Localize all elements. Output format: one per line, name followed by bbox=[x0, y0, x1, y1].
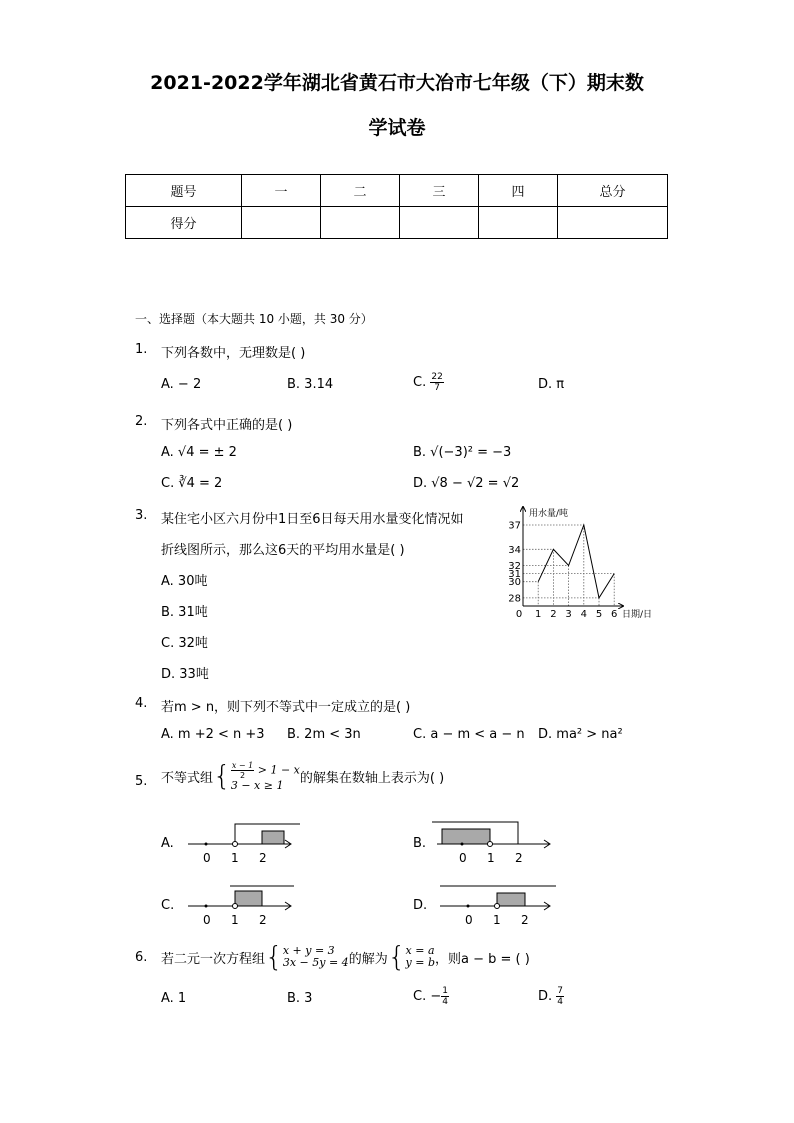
option-a[interactable]: A. √4 = ± 2 bbox=[161, 445, 237, 460]
y-tick-label: 30 bbox=[508, 577, 521, 589]
option-c[interactable] bbox=[413, 372, 444, 393]
svg-text:0: 0 bbox=[203, 851, 211, 865]
option-c[interactable]: C. 32吨 bbox=[161, 636, 208, 651]
score-cell[interactable] bbox=[479, 207, 558, 239]
question-stem: 下列各式中正确的是( ) bbox=[161, 418, 293, 433]
question-number: 3. bbox=[135, 508, 148, 523]
score-header-cell: 二 bbox=[321, 175, 400, 207]
option-label: D. bbox=[538, 989, 557, 1004]
fraction: $\frac{1}{4}$ bbox=[442, 986, 448, 1007]
water-usage-line-chart bbox=[495, 503, 665, 628]
option-b[interactable]: B. 31吨 bbox=[161, 605, 208, 620]
score-cell[interactable] bbox=[242, 207, 321, 239]
question-number: 5. bbox=[135, 774, 148, 789]
question-number: 4. bbox=[135, 696, 148, 711]
system-brace: { bbox=[213, 759, 231, 792]
page-title-line1: 2021-2022学年湖北省黄石市大冶市七年级（下）期末数 bbox=[150, 72, 644, 94]
section-heading: 一、选择题（本大题共 10 小题，共 30 分） bbox=[135, 312, 373, 326]
question-stem-line2: 折线图所示，那么这6天的平均用水量是( ) bbox=[161, 543, 405, 558]
question-number: 6. bbox=[135, 950, 148, 965]
stem-prefix: 若二元一次方程组 bbox=[161, 951, 266, 967]
equation-system: x + y = 3 3x − 5y = 4 bbox=[282, 944, 349, 969]
score-table-header-row bbox=[126, 175, 668, 207]
svg-text:0: 0 bbox=[203, 913, 211, 927]
option-a[interactable]: A. − 2 bbox=[161, 377, 202, 392]
x-tick-label: 6 bbox=[611, 609, 618, 620]
fraction: $\frac{22}{7}$ bbox=[431, 372, 443, 393]
svg-text:1: 1 bbox=[493, 913, 501, 927]
number-line-a bbox=[180, 818, 300, 868]
score-cell[interactable] bbox=[558, 207, 668, 239]
page-title-line2: 学试卷 bbox=[368, 117, 426, 139]
option-d[interactable]: D. ma² > na² bbox=[538, 727, 623, 742]
shaded-region bbox=[262, 831, 284, 844]
stem-prefix: 不等式组 bbox=[161, 770, 214, 786]
option-d[interactable]: D. √8 − √2 = √2 bbox=[413, 476, 520, 491]
score-header-cell: 四 bbox=[479, 175, 558, 207]
score-table bbox=[125, 174, 668, 239]
svg-text:1: 1 bbox=[231, 851, 239, 865]
option-d[interactable]: D. bbox=[413, 898, 428, 913]
y-tick-label: 31 bbox=[508, 569, 521, 581]
svg-text:2: 2 bbox=[515, 851, 523, 865]
solution-system: x = a y = b bbox=[405, 944, 435, 969]
number-line-d bbox=[432, 880, 557, 930]
stem-suffix: 的解集在数轴上表示为( ) bbox=[299, 770, 445, 786]
question-stem bbox=[161, 938, 530, 976]
shaded-region bbox=[442, 829, 490, 844]
score-header-cell: 题号 bbox=[126, 175, 242, 207]
option-b[interactable]: B. √(−3)² = −3 bbox=[413, 445, 512, 460]
option-d[interactable] bbox=[538, 986, 564, 1007]
svg-text:0: 0 bbox=[459, 851, 467, 865]
y-tick-label: 37 bbox=[508, 520, 521, 532]
option-d[interactable]: D. 33吨 bbox=[161, 667, 209, 682]
option-b[interactable]: B. 2m < 3n bbox=[287, 727, 361, 742]
svg-text:2: 2 bbox=[521, 913, 529, 927]
x-tick-label: 4 bbox=[580, 609, 587, 620]
score-cell[interactable] bbox=[400, 207, 479, 239]
fraction: $\frac{7}{4}$ bbox=[557, 986, 564, 1007]
number-line-b bbox=[432, 818, 557, 868]
solution-brace: { bbox=[387, 940, 406, 973]
option-c[interactable] bbox=[413, 986, 449, 1007]
shaded-region bbox=[235, 891, 262, 906]
x-tick-label: 3 bbox=[565, 609, 572, 620]
option-b[interactable]: B. 3 bbox=[287, 991, 313, 1006]
option-a[interactable]: A. 1 bbox=[161, 991, 187, 1006]
question-stem: 下列各数中，无理数是( ) bbox=[161, 346, 306, 361]
option-a[interactable]: A. m +2 < n +3 bbox=[161, 727, 265, 742]
x-tick-label: 1 bbox=[535, 609, 542, 620]
y-tick-label: 34 bbox=[508, 544, 521, 556]
score-header-cell: 三 bbox=[400, 175, 479, 207]
question-number: 1. bbox=[135, 342, 148, 357]
svg-text:0: 0 bbox=[465, 913, 473, 927]
stem-middle: 的解为 bbox=[348, 951, 388, 967]
option-label: C. − bbox=[413, 989, 442, 1004]
score-header-cell: 一 bbox=[242, 175, 321, 207]
option-a[interactable]: A. bbox=[161, 836, 174, 851]
score-table-score-row bbox=[126, 207, 668, 239]
question-number: 2. bbox=[135, 414, 148, 429]
y-tick-labels bbox=[508, 521, 521, 605]
svg-text:1: 1 bbox=[487, 851, 495, 865]
option-a[interactable]: A. 30吨 bbox=[161, 574, 208, 589]
svg-text:2: 2 bbox=[259, 913, 267, 927]
shaded-region bbox=[497, 893, 525, 906]
question-stem: 若m > n，则下列不等式中一定成立的是( ) bbox=[161, 700, 411, 715]
x-axis-label: 日期/日 bbox=[622, 610, 653, 620]
x-tick-labels bbox=[516, 609, 618, 620]
x-tick-label: 0 bbox=[515, 609, 523, 620]
svg-text:2: 2 bbox=[259, 851, 267, 865]
y-tick-label: 32 bbox=[508, 561, 521, 572]
option-b[interactable]: B. 3.14 bbox=[287, 377, 334, 392]
score-cell[interactable] bbox=[321, 207, 400, 239]
svg-text:1: 1 bbox=[231, 913, 239, 927]
score-row-label: 得分 bbox=[126, 207, 242, 239]
x-tick-label: 2 bbox=[550, 609, 557, 620]
stem-suffix: ，则a − b = ( ) bbox=[435, 951, 530, 967]
x-tick-label: 5 bbox=[595, 609, 603, 620]
option-c[interactable]: C. bbox=[161, 898, 175, 913]
system-brace: { bbox=[265, 940, 283, 973]
inequality-system: $\frac{x - 1}{2}$ > 1 − x 3 − x ≥ 1 bbox=[230, 760, 300, 792]
option-d[interactable]: D. π bbox=[538, 377, 565, 392]
number-line-c bbox=[180, 880, 300, 930]
option-b[interactable]: B. bbox=[413, 836, 427, 851]
y-tick-label: 28 bbox=[508, 593, 521, 605]
score-header-cell: 总分 bbox=[558, 175, 668, 207]
option-c[interactable]: C. a − m < a − n bbox=[413, 727, 525, 742]
question-stem bbox=[161, 756, 444, 796]
y-axis-label: 用水量/吨 bbox=[529, 509, 569, 519]
series-line bbox=[538, 525, 614, 598]
option-c[interactable]: C. ∛4 = 2 bbox=[161, 476, 223, 491]
option-label: C. bbox=[413, 375, 431, 390]
question-stem-line1: 某住宅小区六月份中1日至6日每天用水量变化情况如 bbox=[161, 512, 464, 527]
